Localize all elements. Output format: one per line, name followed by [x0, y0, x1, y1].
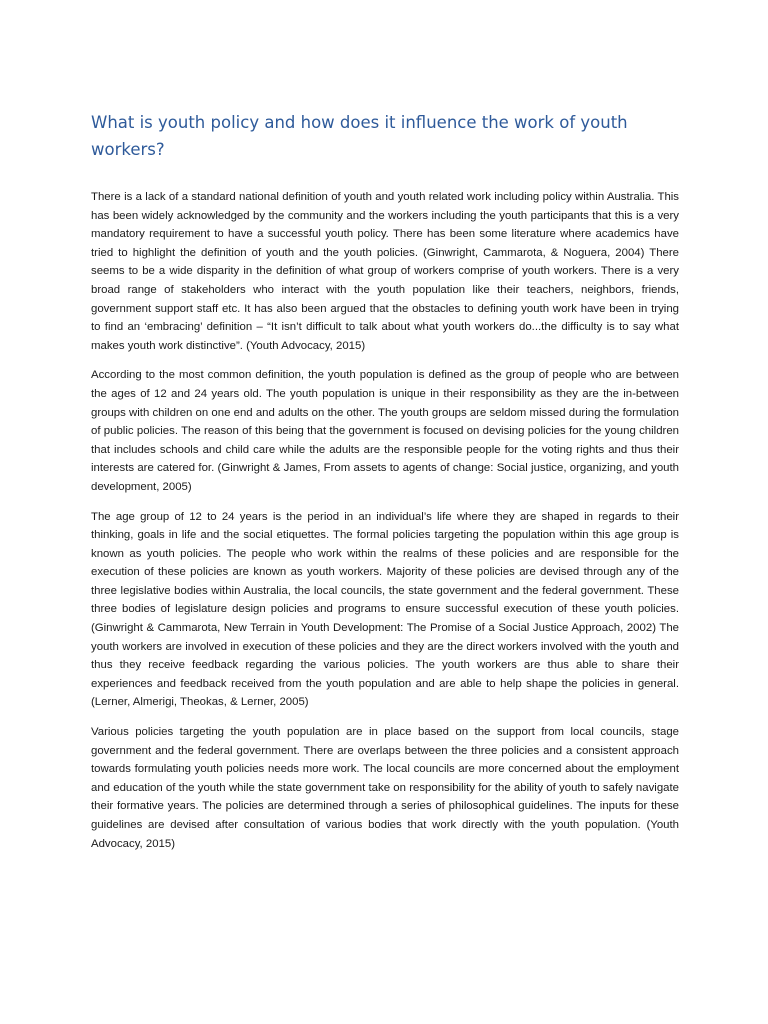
body-paragraph-2: According to the most common definition, the youth population is defined as the group of people who are between the ages of 12 and 24 years old. The youth population is unique in their responsibility as they are the in-between groups with children on one end and adults on the other. The youth groups are seldom missed during the formulation of public policies. The reason of this being that the government is focused on devising policies for the young children that includes schools and child care while the adults are the responsible people for the voting rights and thus their interests are catered for. (Ginwright & James, From assets to agents of change: Social justice, organizing, and youth development, 2005) [91, 369, 679, 493]
body-paragraph-4: Various policies targeting the youth population are in place based on the support from local councils, stage government and the federal government. There are overlaps between the three policies and a consistent approach towards formulating youth policies needs more work. The local councils are more concerned about the employment and education of the youth while the state government take on responsibility for the ability of youth to safely navigate their formative years. The policies are determined through a series of philosophical guidelines. The inputs for these guidelines are devised after consultation of various bodies that work directly with the youth population. (Youth Advocacy, 2015) [91, 726, 679, 850]
body-paragraph-3: The age group of 12 to 24 years is the period in an individual’s life where they are shaped in regards to their thinking, goals in life and the social etiquettes. The formal policies targeting the population within this age group is known as youth policies. The people who work within the realms of these policies and are responsible for the execution of these policies are known as youth workers. Majority of these policies are devised through any of the three legislative bodies within Australia, the local councils, the state government and the federal government. These three bodies of legislature design policies and programs to ensure successful execution of these youth policies. (Ginwright & Cammarota, New Terrain in Youth Development: The Promise of a Social Justice Approach, 2002) The youth workers are involved in execution of these policies and they are the direct workers involved with the youth and thus they receive feedback regarding the various policies. The youth workers are thus able to share their experiences and feedback received from the youth population and are able to help shape the policies in general. (Lerner, Almerigi, Theokas, & Lerner, 2005) [91, 510, 679, 709]
body-paragraph-1: There is a lack of a standard national definition of youth and youth related work including policy within Australia. This has been widely acknowledged by the community and the workers including the youth participants that this is a very mandatory requirement to have a successful youth policy. There has been some literature where academics have tried to highlight the definition of youth and the youth policies. (Ginwright, Cammarota, & Noguera, 2004) There seems to be a wide disparity in the definition of what group of workers comprise of youth workers. There is a very broad range of stakeholders who interact with the youth population like their teachers, neighbors, friends, government support staff etc. It has also been argued that the obstacles to defining youth work have been in trying to find an ‘embracing’ definition – “It isn’t difficult to talk about what youth workers do...the difficulty is to say what makes youth work distinctive”. (Youth Advocacy, 2015) [91, 191, 679, 352]
document-title: What is youth policy and how does it influence the work of youth workers? [91, 113, 628, 159]
document-body [91, 188, 679, 864]
